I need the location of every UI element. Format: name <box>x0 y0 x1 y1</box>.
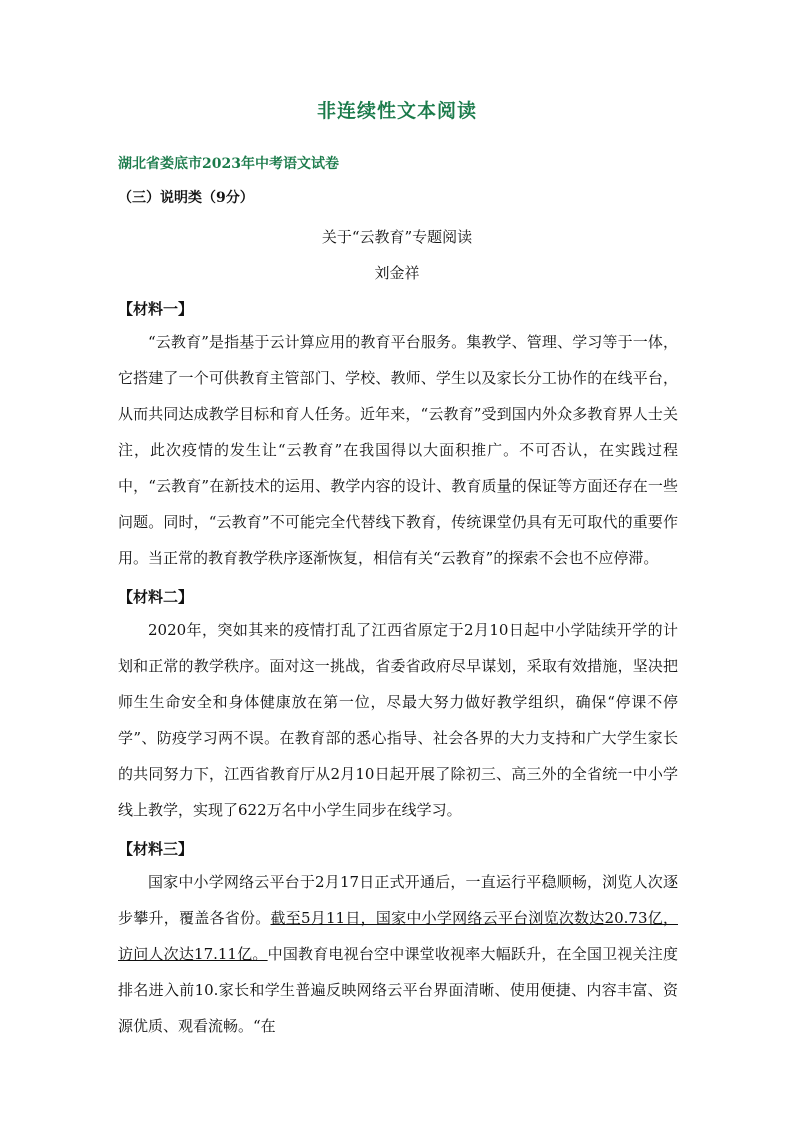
material-one-label: 【材料一】 <box>118 300 194 318</box>
exam-source: 湖北省娄底市2023年中考语文试卷 <box>118 156 339 172</box>
article-author: 刘金祥 <box>374 264 420 282</box>
material-one-text: “云教育”是指基于云计算应用的教育平台服务。集教学、管理、学习等于一体，它搭建了一个可供教育主管部门、学校、教师、学生以及家长分工协作的在线平台，从而共同达成教学目标和育人任务。近年来，“云教育”受到国内外众多教育界人士关注，此次疫情的发生让“云教育”在我国得以大面积推广。不可否认，在实践过程中，“云教育”在新技术的运用、教学内容的设计、教育质量的保证等方面还存在一些问题。同时，“云教育”不可能完全代替线下教育，传统课堂仍具有无可取代的重要作用。当正常的教育教学秩序逐渐恢复，相信有关“云教育”的探索不会也不应停滞。 <box>118 333 678 567</box>
material-three-label: 【材料三】 <box>118 840 194 858</box>
material-three-underlined-text: 截至5月11日，国家中小学网络云平台浏览次数达20.73亿，访问人次达17.11亿。 <box>118 909 678 963</box>
document-title: 非连续性文本阅读 <box>316 100 477 122</box>
material-three-text-after: 中国教育电视台空中课堂收视率大幅跃升，在全国卫视关注度排名进入前10.家长和学生普遍反映网络云平台界面清晰、使用便捷、内容丰富、资源优质、观看流畅。“在 <box>118 945 678 1035</box>
material-two-label: 【材料二】 <box>118 588 194 606</box>
section-heading: （三）说明类（9分） <box>118 190 254 206</box>
material-two-text: 2020年，突如其来的疫情打乱了江西省原定于2月10日起中小学陆续开学的计划和正常的教学秩序。面对这一挑战，省委省政府尽早谋划，采取有效措施，坚决把师生生命安全和身体健康放在第一位，尽最大努力做好教学组织，确保“停课不停学”、防疫学习两不误。在教育部的悉心指导、社会各界的大力支持和广大学生家长的共同努力下，江西省教育厅从2月10日起开展了除初三、高三外的全省统一中小学线上教学，实现了622万名中小学生同步在线学习。 <box>118 621 678 819</box>
article-title: 关于“云教育”专题阅读 <box>321 228 473 246</box>
material-three-text <box>118 864 678 1044</box>
material-three-text-before: 国家中小学网络云平台于2月17日正式开通后，一直运行平稳顺畅，浏览人次逐步攀升，覆盖各省份。 <box>118 873 678 927</box>
